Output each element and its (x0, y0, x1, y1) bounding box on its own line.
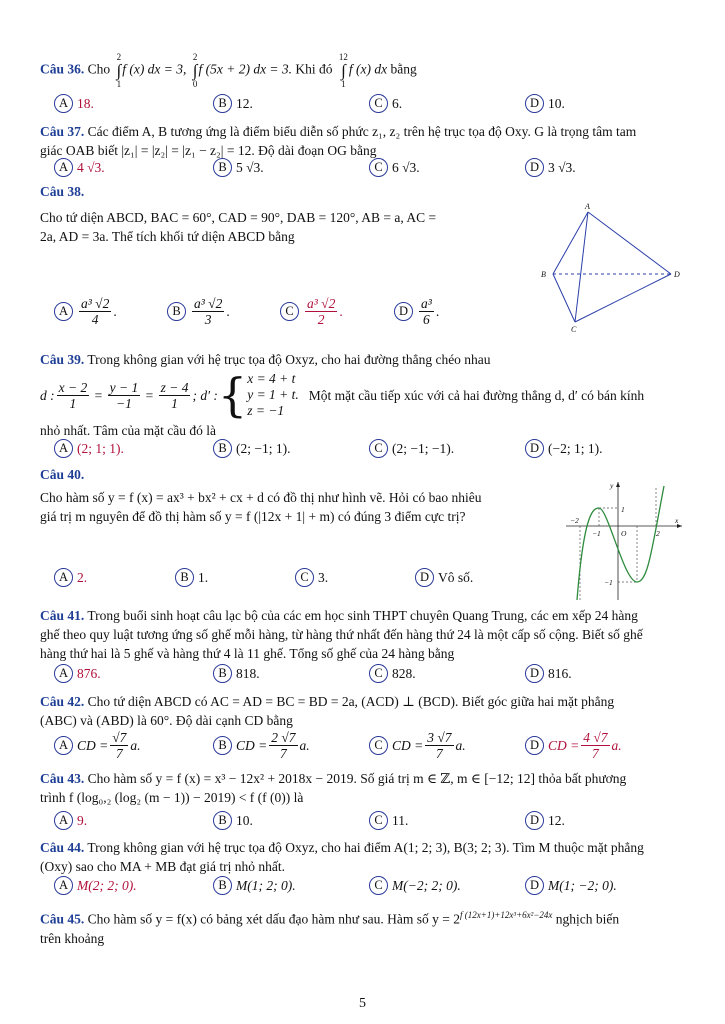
option-d[interactable]: D 3 √3. (525, 158, 576, 177)
question-44: Câu 44. Trong không gian với hệ trục tọa độ Oxyz, cho hai điểm A(1; 2; 3), B(3; 2; 3). Tìm M thuộc mặt phẳng (Oxy) sao cho MA + MB đạt giá trị nhỏ nhất. (40, 840, 644, 874)
option-a[interactable]: A $\frac{\text{a³ √2}}{4}$ . (54, 296, 117, 327)
option-c[interactable]: C 6 √3. (369, 158, 420, 177)
option-b[interactable]: B 1. (175, 568, 208, 587)
answer-options-43 (40, 811, 690, 833)
question-39-lines: d : $\frac{x - 2}{1}$ = $\frac{y - 1}{-1}$ = $\frac{z - 4}{1}$ ; d′ : { x = 4 + t y = 1 + t. z = −1 Một mặt cầu tiếp xúc với cả hai đường thẳng d, d′ có bán kính (40, 368, 645, 422)
option-b[interactable]: B M(1; 2; 0). (213, 876, 296, 895)
option-b[interactable]: B 10. (213, 811, 253, 830)
question-41: Câu 41. Trong buổi sinh hoạt câu lạc bộ của các em học sinh THPT chuyên Quang Trung, các em xếp 24 hàng ghế theo quy luật tương ứng số ghế mỗi hàng, từ hàng thứ nhất đến hàng thứ 24 là một cấp số cộng. Biết số ghế hàng thứ hai là 5 ghế và hàng thứ 4 là 11 ghế. Tổng số ghế của 24 hàng bằng (40, 608, 643, 661)
option-d[interactable]: D CD = $\frac{4 √7}{7}$ a. (525, 730, 622, 761)
option-b[interactable]: B 12. (213, 94, 253, 113)
option-a[interactable]: A (2; 1; 1). (54, 439, 124, 458)
vertex-label-d: D (674, 270, 680, 279)
answer-options-41 (40, 664, 690, 686)
page-number: 5 (359, 996, 366, 1011)
option-b[interactable]: B $\frac{\text{a³ √2}}{3}$ . (167, 296, 230, 327)
option-c[interactable]: C 828. (369, 664, 416, 683)
vertex-label-c: C (571, 325, 577, 334)
option-b[interactable]: B (2; −1; 1). (213, 439, 290, 458)
option-c[interactable]: C 6. (369, 94, 402, 113)
option-a[interactable]: A M(2; 2; 0). (54, 876, 137, 895)
question-40: Cho hàm số y = f (x) = ax³ + bx² + cx + d có đồ thị như hình vẽ. Hỏi có bao nhiêu giá trị m nguyên để đồ thị hàm số y = f (|12x + 1| + m) có đúng 3 điểm cực trị? (40, 490, 482, 524)
option-d[interactable]: D 10. (525, 94, 565, 113)
tick-label-y-1: 1 (621, 505, 625, 514)
option-a[interactable]: A 18. (54, 94, 94, 113)
option-a[interactable]: A 9. (54, 811, 87, 830)
option-b[interactable]: B 818. (213, 664, 260, 683)
question-39: Câu 39. Trong không gian với hệ trục tọa độ Oxyz, cho hai đường thẳng chéo nhau (40, 352, 491, 367)
answer-options-44 (40, 876, 690, 898)
tick-label-y-neg1: −1 (604, 578, 613, 587)
option-a[interactable]: A 2. (54, 568, 87, 587)
question-38-label: Câu 38. (40, 184, 85, 199)
vertex-label-a: A (585, 202, 590, 211)
origin-label: O (621, 529, 627, 538)
vertex-label-b: B (541, 270, 546, 279)
answer-options-36 (40, 94, 690, 116)
option-c[interactable]: C M(−2; 2; 0). (369, 876, 461, 895)
question-label: Câu 36. (40, 61, 85, 77)
option-d[interactable]: D 816. (525, 664, 572, 683)
question-39-tail: nhỏ nhất. Tâm của mặt cầu đó là (40, 423, 216, 438)
answer-options-42 (40, 730, 690, 766)
option-d[interactable]: D $\frac{\text{a³}}{6}$ . (394, 296, 439, 327)
option-d[interactable]: D (−2; 1; 1). (525, 439, 602, 458)
option-c[interactable]: C 3. (295, 568, 328, 587)
question-36: Câu 36. Cho 2 ∫ 1 f (x) dx = 3, 2 ∫ 0 f (5x + 2) dx = 3. Khi đó 12 ∫ 1 f (x) dx bằng (40, 52, 417, 89)
option-c[interactable]: C (2; −1; −1). (369, 439, 454, 458)
answer-options-40 (40, 568, 690, 590)
tick-label-x-neg1: −1 (592, 529, 601, 538)
option-d[interactable]: D Vô số. (415, 568, 473, 587)
answer-options-39 (40, 439, 690, 461)
question-43: Câu 43. Cho hàm số y = f (x) = x³ − 12x² + 2018x − 2019. Số giá trị m ∈ ℤ, m ∈ [−12; 12] thỏa bất phương trình f (log₀,₂ (log₂ (m − 1)) − 2019) < f (f (0)) là (40, 771, 627, 805)
option-a[interactable]: A 876. (54, 664, 101, 683)
option-a[interactable]: A CD = $\frac{√7}{7}$ a. (54, 730, 141, 761)
question-38: Cho tứ diện ABCD, BAC = 60°, CAD = 90°, DAB = 120°, AB = a, AC = 2a, AD = 3a. Thể tích khối tứ diện ABCD bằng (40, 210, 437, 244)
question-37: Câu 37. Các điểm A, B tương ứng là điểm biểu diễn số phức z₁, z₂ trên hệ trục tọa độ Oxy. G là trọng tâm tam giác OAB biết |z₁| = |z₂| = |z₁ − z₂| = 12. Độ dài đoạn OG bằng (40, 124, 637, 158)
question-42: Câu 42. Cho tứ diện ABCD có AC = AD = BC = BD = 2a, (ACD) ⊥ (BCD). Biết góc giữa hai mặt phẳng (ABC) và (ABD) là 60°. Độ dài cạnh CD bằng (40, 694, 615, 728)
axis-label-y: y (610, 481, 614, 490)
answer-options-37 (40, 158, 690, 180)
tick-label-x-2: 2 (656, 529, 660, 538)
axis-label-x: x (675, 516, 679, 525)
option-b[interactable]: B 5 √3. (213, 158, 264, 177)
option-d[interactable]: D M(1; −2; 0). (525, 876, 617, 895)
question-45: Câu 45. Cho hàm số y = f(x) có bảng xét dấu đạo hàm như sau. Hàm số $y = 2^{f (12x+1)+12x^3+6x^2-24x}$ nghịch biến trên khoảng (40, 910, 620, 946)
option-a[interactable]: A 4 √3. (54, 158, 105, 177)
option-c[interactable]: C CD = $\frac{3 √7}{7}$ a. (369, 730, 466, 761)
answer-options-38 (40, 296, 690, 336)
question-40-label: Câu 40. (40, 467, 85, 482)
exponent: f (12x+1)+12x³+6x²−24x (460, 910, 553, 920)
option-d[interactable]: D 12. (525, 811, 565, 830)
option-c[interactable]: C $\frac{\text{a³ √2}}{2}$ . (280, 296, 343, 327)
option-b[interactable]: B CD = $\frac{2 √7}{7}$ a. (213, 730, 310, 761)
option-c[interactable]: C 11. (369, 811, 408, 830)
tick-label-x-neg2: −2 (570, 516, 579, 525)
